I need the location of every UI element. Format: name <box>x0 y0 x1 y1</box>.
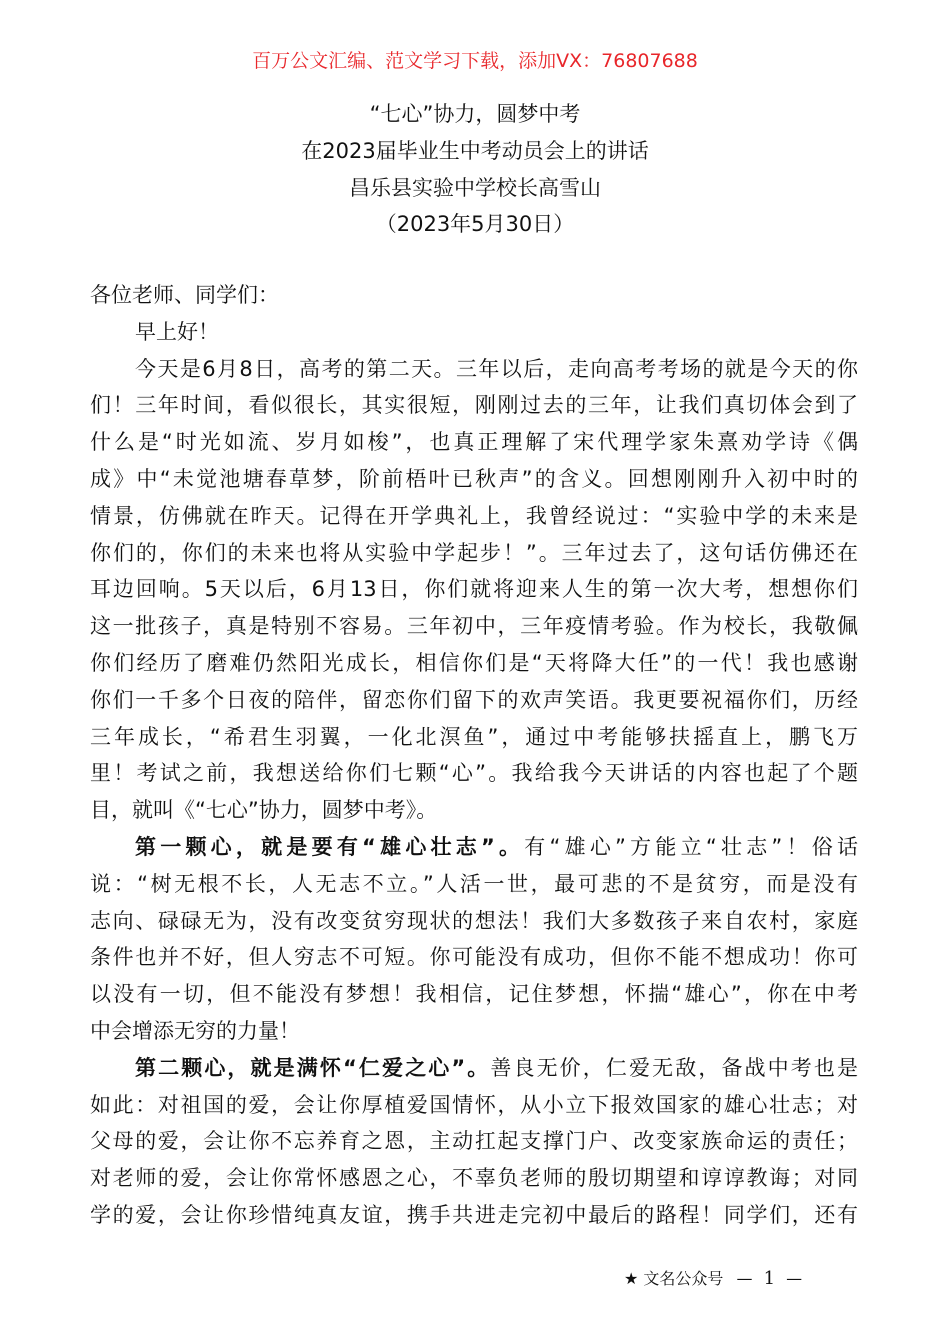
page-number: 1 <box>763 1268 776 1289</box>
paragraph-line: 们！三年时间，看似很长，其实很短，刚刚过去的三年，让我们真切体会到了 <box>90 393 858 418</box>
paragraph-second-heart <box>90 1050 858 1234</box>
date-line: （2023年5月30日） <box>375 212 575 237</box>
paragraph-line <box>90 1050 858 1087</box>
paragraph-line: 学的爱，会让你珍惜纯真友谊，携手共进走完初中最后的路程！同学们，还有 <box>90 1202 858 1227</box>
paragraph-line: 里！考试之前，我想送给你们七颗“心”。我给我今天讲话的内容也起了个题 <box>90 761 858 786</box>
subtitle-line: 在2023届毕业生中考动员会上的讲话 <box>301 138 649 163</box>
document-title <box>0 96 950 243</box>
page-footer <box>624 1266 802 1289</box>
paragraph-intro <box>90 351 858 829</box>
paragraph-line: 你们一千多个日夜的陪伴，留恋你们留下的欢声笑语。我更要祝福你们，历经 <box>90 687 858 712</box>
paragraph-line: 说：“树无根不长，人无志不立。”人活一世，最可悲的不是贫穷，而是没有 <box>90 871 858 896</box>
section-heading: 第一颗心，就是要有“雄心壮志”。 <box>135 834 525 859</box>
section-heading: 第二颗心，就是满怀“仁爱之心”。 <box>135 1055 491 1080</box>
salutation: 各位老师、同学们： <box>90 283 279 307</box>
paragraph-line: 你们的，你们的未来也将从实验中学起步！”。三年过去了，这句话仿佛还在 <box>90 540 858 565</box>
paragraph-line: 这一批孩子，真是特别不容易。三年初中，三年疫情考验。作为校长，我敬佩 <box>90 614 858 639</box>
paragraph-line <box>90 829 858 866</box>
watermark-banner: 百万公文汇编、范文学习下载，添加VX：76807688 <box>252 50 698 72</box>
paragraph-line: 如此：对祖国的爱，会让你厚植爱国情怀，从小立下报效国家的雄心壮志；对 <box>90 1092 858 1117</box>
paragraph-line: 情景，仿佛就在昨天。记得在开学典礼上，我曾经说过：“实验中学的未来是 <box>90 503 858 528</box>
footer-source: ★ 文名公众号 <box>624 1269 724 1288</box>
paragraph-line: 父母的爱，会让你不忘养育之恩，主动扛起支撑门户、改变家族命运的责任； <box>90 1129 858 1154</box>
dash: — <box>736 1269 753 1288</box>
title-line: “七心”协力，圆梦中考 <box>369 102 581 126</box>
dash: — <box>786 1269 803 1288</box>
paragraph-line: 三年成长，“希君生羽翼，一化北溟鱼”，通过中考能够扶摇直上，鹏飞万 <box>90 724 858 749</box>
greeting: 早上好！ <box>135 319 219 344</box>
paragraph-line: 志向、碌碌无为，没有改变贫穷现状的想法！我们大多数孩子来自农村，家庭 <box>90 908 858 933</box>
paragraph-line: 耳边回响。5天以后，6月13日，你们就将迎来人生的第一次大考，想想你们 <box>90 577 858 602</box>
paragraph-first-heart <box>90 829 858 1050</box>
paragraph-line: 目，就叫《“七心”协力，圆梦中考》。 <box>90 798 438 823</box>
paragraph-line: 你们经历了磨难仍然阳光成长，相信你们是“天将降大任”的一代！我也感谢 <box>90 650 858 675</box>
document-body <box>90 277 858 1234</box>
paragraph-line: 条件也并不好，但人穷志不可短。你可能没有成功，但你不能不想成功！你可 <box>90 945 858 970</box>
paragraph-line: 什么是“时光如流、岁月如梭”，也真正理解了宋代理学家朱熹劝学诗《偶 <box>90 430 858 455</box>
paragraph-line: 以没有一切，但不能没有梦想！我相信，记住梦想，怀揣“雄心”，你在中考 <box>90 982 858 1007</box>
author-line: 昌乐县实验中学校长高雪山 <box>349 175 601 200</box>
paragraph-line: 成》中“未觉池塘春草梦，阶前梧叶已秋声”的含义。回想刚刚升入初中时的 <box>90 466 858 491</box>
paragraph-text: 有“雄心”方能立“壮志”！俗话 <box>524 834 858 859</box>
paragraph-text: 善良无价，仁爱无敌，备战中考也是 <box>490 1055 858 1080</box>
paragraph-line: 今天是6月8日，高考的第二天。三年以后，走向高考考场的就是今天的你 <box>135 356 858 381</box>
paragraph-line: 对老师的爱，会让你常怀感恩之心，不辜负老师的殷切期望和谆谆教诲；对同 <box>90 1166 858 1191</box>
paragraph-line: 中会增添无穷的力量！ <box>90 1018 300 1043</box>
